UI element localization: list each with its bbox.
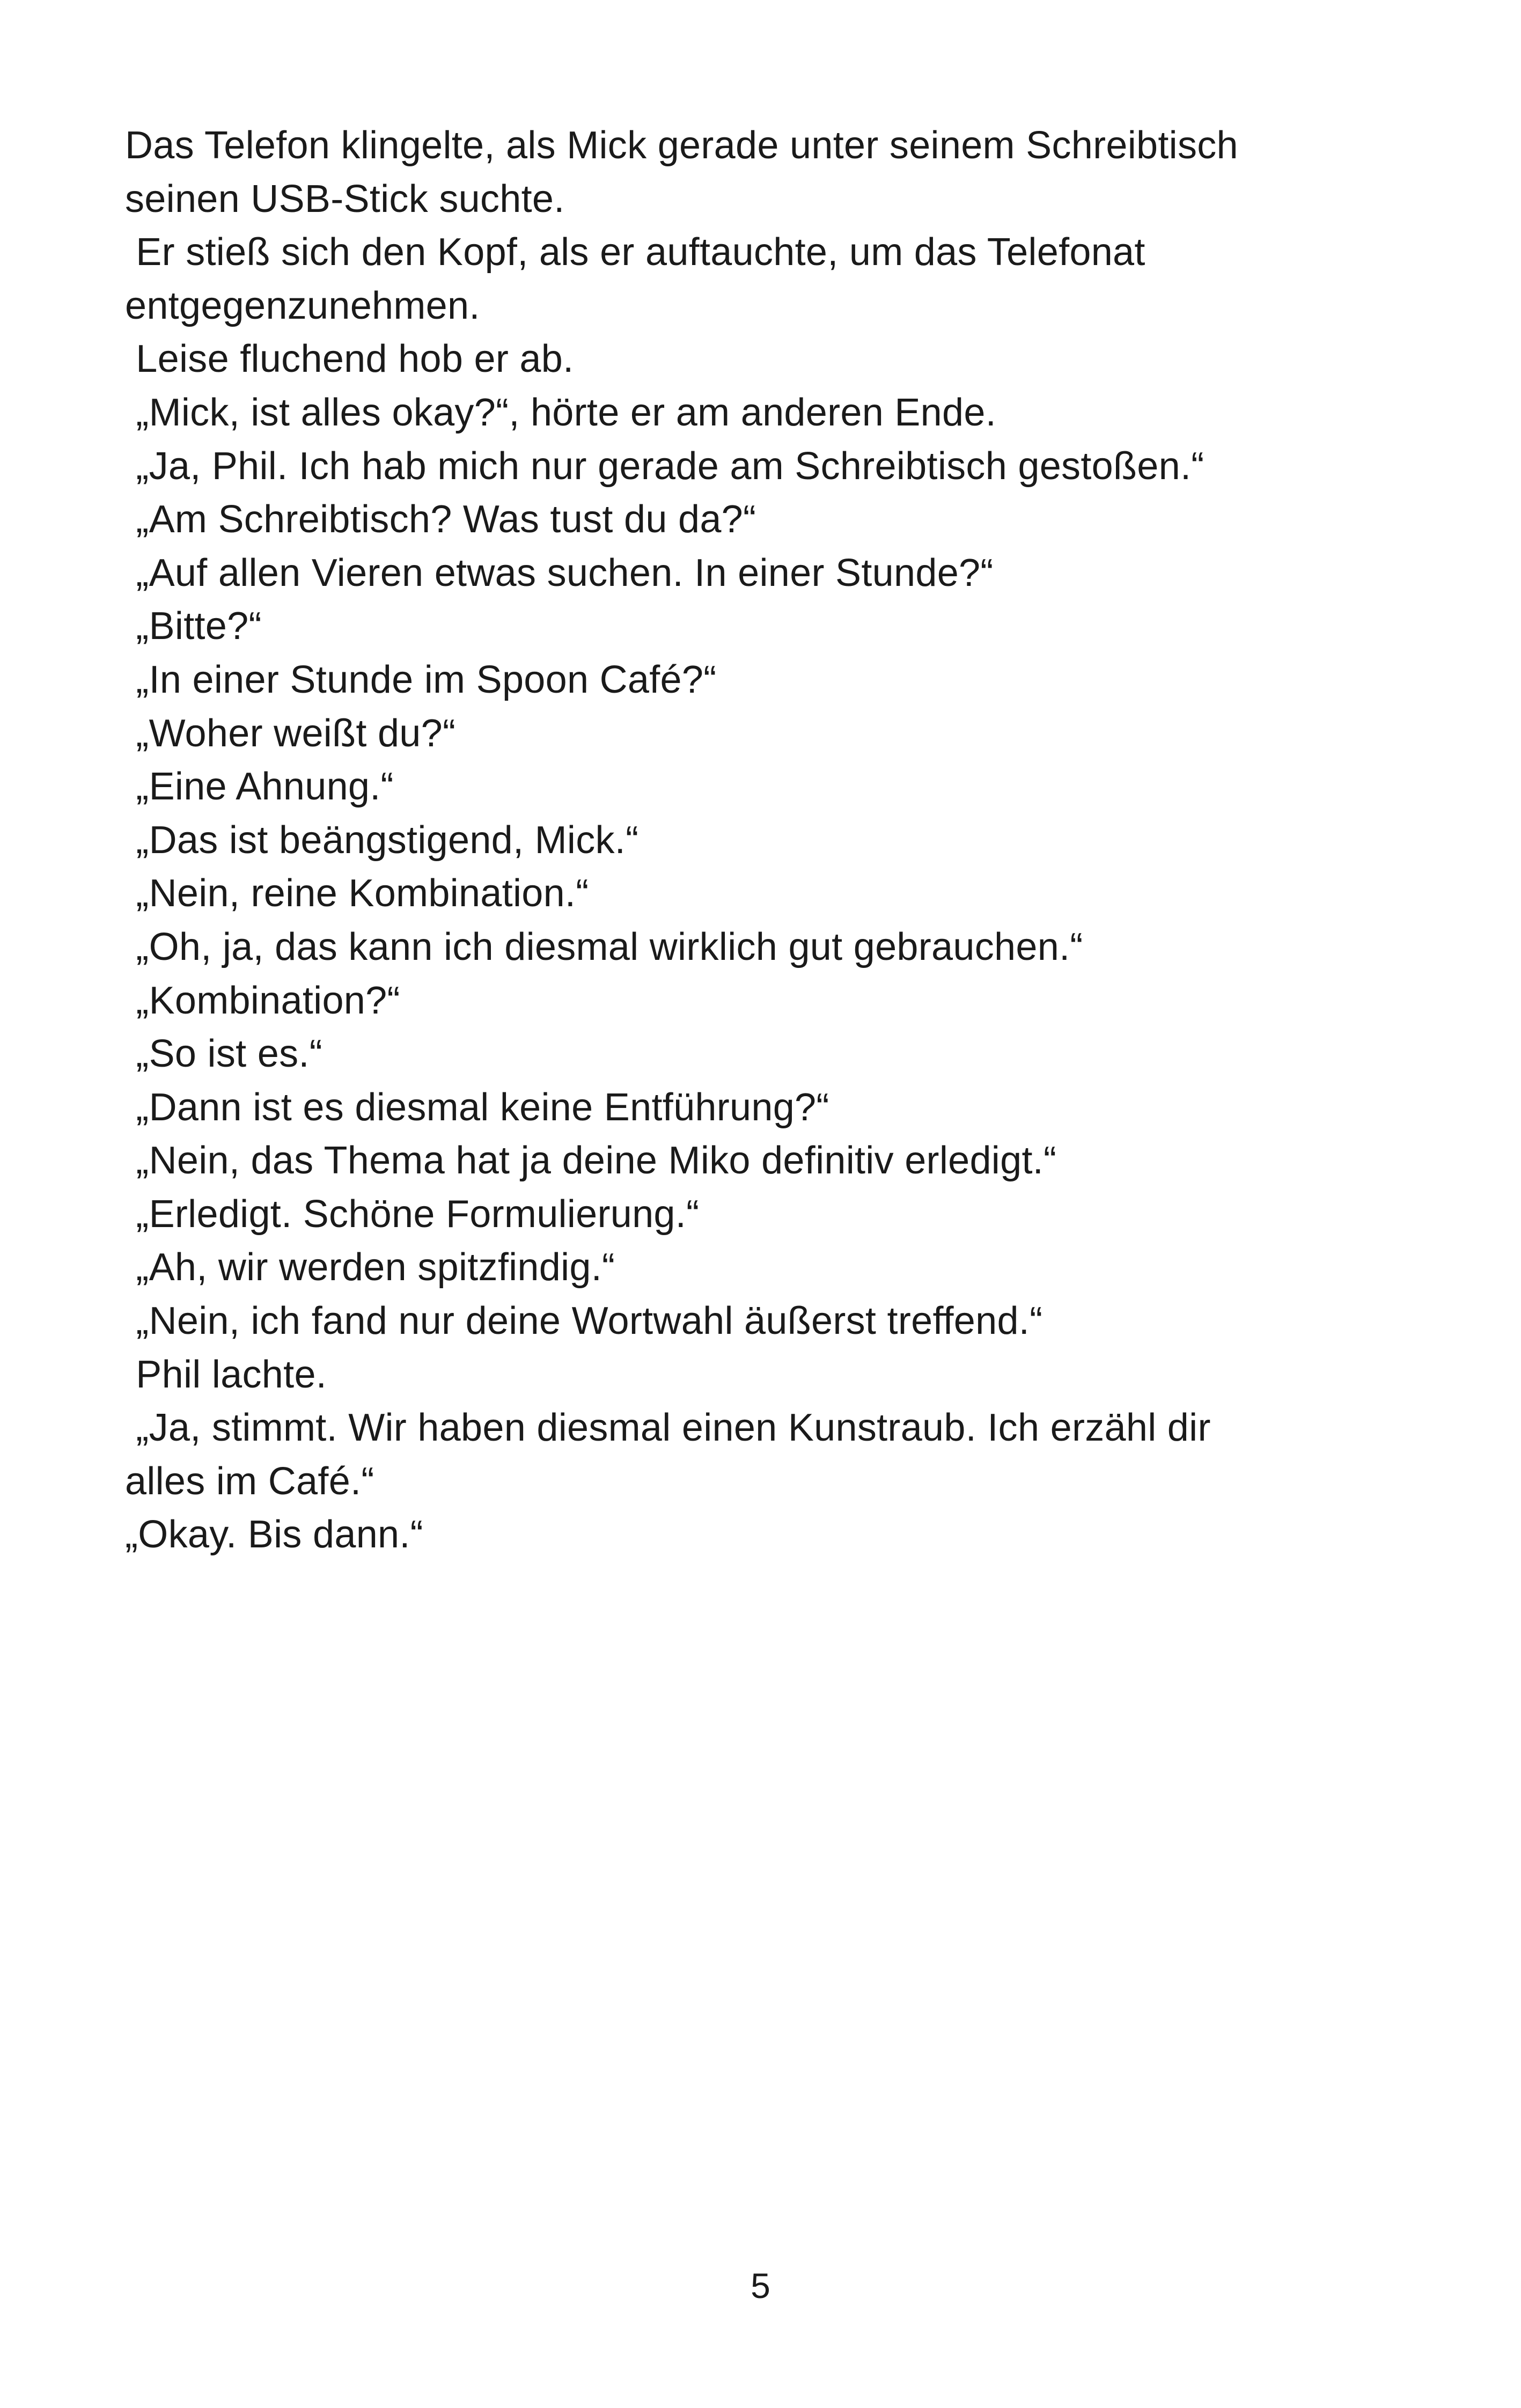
- text-line: „Nein, das Thema hat ja deine Miko definitiv erledigt.“: [125, 1139, 1057, 1183]
- text-line: „So ist es.“: [125, 1032, 322, 1076]
- text-line: Phil lachte.: [125, 1353, 327, 1396]
- text-line: alles im Café.“: [125, 1459, 374, 1503]
- text-line: Leise fluchend hob er ab.: [125, 337, 574, 381]
- text-line: „In einer Stunde im Spoon Café?“: [125, 658, 717, 701]
- text-line: „Ja, Phil. Ich hab mich nur gerade am Schreibtisch gestoßen.“: [125, 444, 1204, 488]
- text-line: „Kombination?“: [125, 979, 400, 1022]
- text-line: „Bitte?“: [125, 605, 262, 648]
- body-text: [125, 119, 1397, 1562]
- text-line: entgegenzunehmen.: [125, 284, 480, 327]
- text-line: „Ja, stimmt. Wir haben diesmal einen Kunstraub. Ich erzähl dir: [125, 1406, 1211, 1450]
- text-line: „Dann ist es diesmal keine Entführung?“: [125, 1085, 829, 1129]
- text-line: „Nein, reine Kombination.“: [125, 872, 589, 915]
- text-line: Er stieß sich den Kopf, als er auftauchte, um das Telefonat: [125, 231, 1145, 274]
- text-line: „Nein, ich fand nur deine Wortwahl äußerst treffend.“: [125, 1300, 1043, 1343]
- text-line: „Okay. Bis dann.“: [125, 1513, 423, 1557]
- text-line: „Erledigt. Schöne Formulierung.“: [125, 1192, 700, 1236]
- text-line: „Am Schreibtisch? Was tust du da?“: [125, 498, 756, 541]
- text-line: „Das ist beängstigend, Mick.“: [125, 818, 639, 862]
- text-line: „Woher weißt du?“: [125, 711, 456, 755]
- text-line: „Ah, wir werden spitzfindig.“: [125, 1246, 615, 1289]
- text-line: „Eine Ahnung.“: [125, 765, 394, 809]
- text-line: Das Telefon klingelte, als Mick gerade unter seinem Schreibtisch: [125, 124, 1238, 167]
- text-line: „Auf allen Vieren etwas suchen. In einer Stunde?“: [125, 551, 994, 594]
- text-line: „Mick, ist alles okay?“, hörte er am anderen Ende.: [125, 391, 997, 434]
- page-number: 5: [751, 2266, 770, 2306]
- text-line: „Oh, ja, das kann ich diesmal wirklich gut gebrauchen.“: [125, 925, 1083, 968]
- text-line: seinen USB-Stick suchte.: [125, 177, 565, 221]
